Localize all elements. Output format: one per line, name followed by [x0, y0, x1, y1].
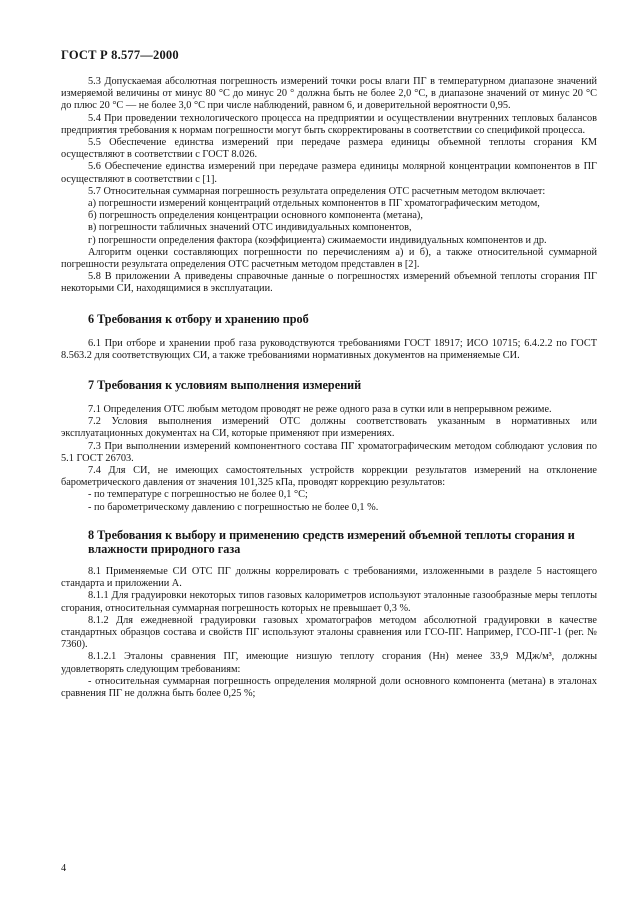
paragraph-8-1: 8.1 Применяемые СИ ОТС ПГ должны коррелировать с требованиями, изложенными в разделе 5 настоящего стандарта и приложении А. — [61, 565, 597, 590]
list-item-b: б) погрешность определения концентрации основного компонента (метана), — [88, 210, 423, 222]
list-item-a: а) погрешности измерений концентраций отдельных компонентов в ПГ хроматографическим методом, — [88, 198, 540, 210]
paragraph-5-7: 5.7 Относительная суммарная погрешность результата определения ОТС расчетным методом включает: — [88, 185, 546, 197]
list-item-pressure: - по барометрическому давлению с погрешностью не более 0,1 %. — [88, 501, 379, 513]
document-body — [61, 76, 597, 700]
paragraph-5-8: 5.8 В приложении А приведены справочные данные о погрешностях измерений объемной теплоты сгорания ПГ некоторыми СИ, находящимися в эксплуатации. — [61, 271, 597, 295]
paragraph-7-1: 7.1 Определения ОТС любым методом проводят не реже одного раза в сутки или в непрерывном режиме. — [88, 404, 552, 416]
paragraph-algorithm: Алгоритм оценки составляющих погрешности по перечислениям а) и б), а также относительной суммарной погрешности результата определения ОТС расчетным методом представлен в [2]. — [61, 246, 597, 271]
paragraph-8-1-1: 8.1.1 Для градуировки некоторых типов газовых калориметров используют эталонные газообразные меры теплоты сгорания, относительная суммарная погрешность которых не превышает 0,3 %. — [61, 590, 597, 614]
paragraph-7-4: 7.4 Для СИ, не имеющих самостоятельных устройств коррекции результатов измерений на отклонение барометрического давления от значения 101,325 кПа, проводят коррекцию результатов: — [61, 465, 597, 489]
paragraph-5-3: 5.3 Допускаемая абсолютная погрешность измерений точки росы влаги ПГ в температурном диапазоне значений измеряемой величины от минус 80 °С до минус 20 ° должна быть не более 2,0 °С, в диапазоне значений от минус 20 °С до плюс 20 °С — не более 3,0 °С при числе наблюдений, равном 6, и доверительной вероятности 0,95. — [61, 76, 597, 112]
page-number: 4 — [61, 863, 67, 874]
paragraph-6-1: 6.1 При отборе и хранении проб газа руководствуются требованиями ГОСТ 18917; ИСО 10715; 6.4.2.2 по ГОСТ 8.563.2 для соответствующих СИ, а также требованиями нормативных документов на применяемые СИ. — [61, 337, 597, 361]
section-heading-7: 7 Требования к условиям выполнения измерений — [88, 378, 362, 393]
paragraph-8-1-2-1: 8.1.2.1 Эталоны сравнения ПГ, имеющие низшую теплоту сгорания (Нн) менее 33,9 МДж/м³, должны удовлетворять следующим требованиям: — [61, 651, 597, 675]
section-heading-6: 6 Требования к отбору и хранению проб — [88, 311, 309, 326]
section-heading-8: 8 Требования к выбору и применению средств измерений объемной теплоты сгорания и влажности природного газа — [88, 527, 575, 556]
paragraph-5-4: 5.4 При проведении технологического процесса на предприятии и осуществлении внутренних тепловых балансов предприятия требования к нормам погрешности могут быть скорректированы в соответствии со спецификой процесса. — [61, 112, 597, 136]
list-item-temperature: - по температуре с погрешностью не более 0,1 °С; — [88, 489, 308, 501]
paragraph-8-1-2: 8.1.2 Для ежедневной градуировки газовых хроматографов методом абсолютной градуировки в качестве стандартных образцов состава и свойств ПГ используют эталоны сравнения или ГСО-ПГ. Например, ГСО-ПГ-1 (рег. № 7360). — [61, 614, 597, 651]
paragraph-7-2: 7.2 Условия выполнения измерений ОТС должны соответствовать указанным в нормативных или эксплуатационных документах на СИ, которые применяют при измерениях. — [61, 416, 597, 440]
paragraph-5-6: 5.6 Обеспечение единства измерений при передаче размера единицы молярной концентрации компонентов в ПГ осуществляют в соответствии с [1]. — [61, 161, 597, 185]
list-item-v: в) погрешности табличных значений ОТС индивидуальных компонентов, — [88, 222, 412, 234]
paragraph-5-5: 5.5 Обеспечение единства измерений при передаче размера единицы объемной теплоты сгорания КМ осуществляют в соответствии с ГОСТ 8.026. — [61, 137, 597, 161]
list-item-methane-error: - относительная суммарная погрешность определения молярной доли основного компонента (метана) в эталонах сравнения ПГ не должна быть более 0,25 %; — [61, 675, 597, 699]
list-item-g: г) погрешности определения фактора (коэффициента) сжимаемости индивидуальных компонентов и др. — [88, 234, 547, 246]
document-header: ГОСТ Р 8.577—2000 — [61, 48, 179, 62]
paragraph-7-3: 7.3 При выполнении измерений компонентного состава ПГ хроматографическим методом соблюдают условия по 5.1 ГОСТ 26703. — [61, 440, 597, 464]
